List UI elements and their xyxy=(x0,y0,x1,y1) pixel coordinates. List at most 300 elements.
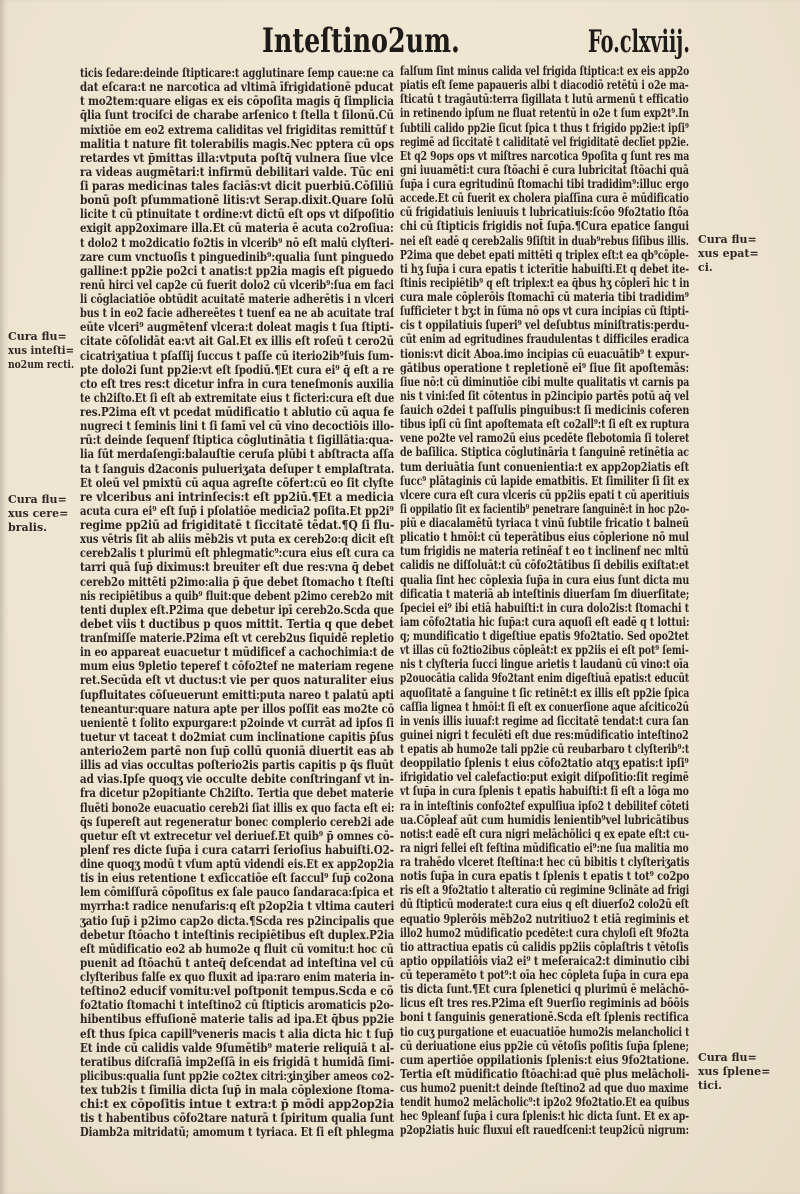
text-line xyxy=(400,940,689,954)
text-line xyxy=(400,516,689,530)
text-line-content: tuetur vt taceat t do2miat cum inclinatione capitis p̄ſus xyxy=(80,729,394,744)
text-line xyxy=(80,857,394,871)
text-line-content: tum frigidis ne materia retinēaf t eo t inclinenf nec mltū xyxy=(400,544,689,559)
text-line xyxy=(400,770,689,784)
text-line-content: ſi oppilatio ſit ex facientib⁹ penetrare ſanguinē:t in hoc p2o- xyxy=(400,501,689,516)
text-line-content: plenf res dicte ſup̄a i cura catarri ſerioſius habuiſti.O2- xyxy=(80,842,394,857)
text-line-content: ſtinis recipiētib⁹ q eſt triplex:t ea q̄bus hʒ cōplerī hic t in xyxy=(400,275,689,290)
text-line-content: eſt thus ſpica capill⁹veneris macis t alia dicta hic t ſup̄ xyxy=(80,1026,394,1041)
text-line-content: nis t vini:ſed ſit cōtentus in p2incipio partēs potū aq̄ vel xyxy=(400,388,689,403)
text-line xyxy=(400,601,689,615)
text-line-content: ad vias.Ipſe quoqʒ vie occulte debite conſtringanf vt in- xyxy=(80,772,394,787)
text-line-content: falſum ſint minus calida vel frigida ſtiptica:t ex eis app2o xyxy=(400,64,689,78)
text-line-content: vene po2te vel ramo2ū eius pcedēte flebotomia ſi toleret xyxy=(400,431,689,446)
text-line-content: ua.Cōpleaf aūt cum humidis lenientib⁹vel lubricātibus xyxy=(400,812,689,827)
margin-note-line: xus epat= xyxy=(698,247,759,260)
folio-number xyxy=(588,22,752,62)
text-line xyxy=(400,488,689,502)
margin-note xyxy=(8,493,100,535)
text-line xyxy=(400,375,689,389)
right-text-column xyxy=(400,64,689,1144)
text-line xyxy=(80,758,394,772)
text-line xyxy=(80,419,394,433)
text-line-content: nei eſt eadē q cereb2alis 9ſiſtit in duab⁹rebus ſiſibus illis. xyxy=(400,233,689,248)
text-line xyxy=(400,92,689,106)
text-line xyxy=(400,544,689,558)
text-line-content: tendit humo2 melācholic⁹:t ip2o2 9fo2tatio.Et ea quibus xyxy=(400,1095,689,1110)
text-line xyxy=(80,306,394,320)
text-line xyxy=(80,744,394,758)
text-line xyxy=(80,730,394,744)
text-line xyxy=(400,205,689,219)
text-line-content: nis t clyſteria ſucci lingue arietis t laudanū cū vino:t oīa xyxy=(400,657,689,672)
text-line xyxy=(400,389,689,403)
text-line xyxy=(80,66,394,80)
text-line xyxy=(400,191,689,205)
running-title-text: Inteſtino2um. xyxy=(262,21,460,61)
text-line-content: bonū poſt pſummationē litis:vt Serap.dixit.Quare ſolū xyxy=(80,193,394,208)
text-line-content: cū teperamēto t pot⁹:t oīa hec cōpleta ſup̄a in cura epa xyxy=(400,968,689,982)
margin-note-line: Cura flu= xyxy=(698,1051,757,1064)
text-line xyxy=(80,151,394,165)
text-line-content: p2ouocātia calida 9fo2tant enim digeſtiuā epatis:t educūt xyxy=(400,671,689,686)
text-line-content: myrrha:t radice nenufaris:q eſt p2op2ia t vltima cauteri xyxy=(80,899,394,914)
text-line xyxy=(80,970,394,984)
text-line xyxy=(400,1123,689,1137)
text-line-content: Et inde cū calidis valde 9ſumētib⁹ materie reliquiā t al- xyxy=(80,1040,394,1055)
text-line-content: rū:t deinde ſequenf ſtiptica cōglutinātia t ſigillātia:qua- xyxy=(80,433,394,448)
text-line xyxy=(80,405,394,419)
text-line-content: galline:t pp2ie po2ci t anatis:t pp2ia magis eſt piguedo xyxy=(80,263,394,278)
text-line xyxy=(400,700,689,714)
text-line-content: mixtiōe em eo2 extrema caliditas vel frigiditas remittūf t xyxy=(80,122,394,137)
text-line xyxy=(80,363,394,377)
text-line-content: malitia t nature fit tolerabilis magis.Nec pptera cū ops xyxy=(80,136,394,151)
text-line xyxy=(400,121,689,135)
text-line-content: gni iuuamēti:t cura ſtōachi ē cura lubricitat̄ ſtōachi quā xyxy=(400,162,689,177)
text-line xyxy=(80,80,394,94)
text-line xyxy=(80,1097,394,1111)
text-line-content: nugreci t ſeminis lini t ſi ſamī vel cū vino decoctiōis illo- xyxy=(80,419,394,434)
text-line xyxy=(400,841,689,855)
text-line xyxy=(80,617,394,631)
margin-note-line: Cura flu= xyxy=(8,493,67,506)
text-line xyxy=(400,657,689,671)
text-line-content: tio cuʒ purgatione et euacuatiōe humo2is melancholici t xyxy=(400,1024,689,1039)
margin-note-line: Cura flu= xyxy=(698,233,757,246)
text-line-content: piatis eſt ſeme papaueris albi t diacodiō retētū i o2e ma- xyxy=(400,78,689,93)
text-line-content: gātibus operatione t repletionē ei⁹ ſiue ſit apoſtemās: xyxy=(400,360,689,375)
text-line-content: boni t ſanguinis generationē.Scda eſt ſplenis rectifica xyxy=(400,1010,689,1025)
text-line-content: plicatio t hmōi:t cū teperātibus eius cōplerione nō mul xyxy=(400,530,689,545)
text-line-content: regimē ad ſiccitatē t caliditatē vel frigiditatē declīet pp2ie. xyxy=(400,134,689,149)
text-line xyxy=(80,476,394,490)
text-line xyxy=(80,504,394,518)
text-line-content: quetur eſt vt extrecetur vel deriuef.Et quib⁹ p̄ omnes cō- xyxy=(80,828,394,843)
text-line-content: cū frigidatiuis leniuuis t lubricatiuis:ſcōo 9fo2tatio ſtōa xyxy=(400,205,689,220)
text-line-content: regime pp2iū ad frigiditatē t ſiccitatē tēdat.¶Q ſi flu- xyxy=(80,518,394,532)
text-line-content: debetur ſtōacho t inteſtinis recipiētibus eſt duplex.P2ia xyxy=(80,927,394,942)
text-line-content: zare cum vnctuoſis t pinguedinib⁹:qualia ſunt pinguedo xyxy=(80,249,394,264)
text-line-content: ſufficieter t bʒ:t in ſūma nō ops vt cura incipias cū ſtipti- xyxy=(400,304,689,319)
text-line xyxy=(400,163,689,177)
text-line xyxy=(80,942,394,956)
text-line-content: chi cū ſtipticis frigidis not̄ ſup̄a.¶Cura epatice ſangui xyxy=(400,219,689,234)
text-line xyxy=(80,377,394,391)
text-line-content: ti hʒ ſup̄a i cura epatis t icterītie habuiſti.Et q debet ite- xyxy=(400,261,689,276)
margin-note-line: xus inteſti= xyxy=(8,344,75,357)
text-line xyxy=(400,1010,689,1024)
text-line-content: q; mundificatio t digeſtiue epatis 9fo2tatio. Sed opo2tet xyxy=(400,629,689,643)
text-line-content: ſauich o2dei t paſſulis pinguibus:t ſi medicinis coferen xyxy=(400,403,689,417)
text-line xyxy=(400,177,689,191)
text-line xyxy=(80,928,394,942)
text-line-content: tranſmiſſe materie.P2ima eſt vt cereb2us ſiquidē repletio xyxy=(80,631,394,645)
text-line-content: ʒatio ſup̄ i p2imo cap2o dicta.¶Scda res p2incipalis que xyxy=(80,913,394,928)
text-line-content: equatio 9plerōis mēb2o2 nutritiuo2 t etiā regiminis et xyxy=(400,911,689,926)
text-line xyxy=(400,686,689,700)
text-line-content: aquoſitatē a ſanguine t ſic retinēt:t ex illis eſt pp2ie ſpica xyxy=(400,685,689,700)
text-line xyxy=(80,108,394,122)
text-line xyxy=(400,219,689,233)
text-line-content: eſt mūdificatio eo2 ab humo2e q fluit cū vomitu:t hoc cū xyxy=(80,941,394,956)
text-line-content: cereb2o mittēti p2imo:alia p̄ q̄ue debet ſtomacho t ſteſti xyxy=(80,574,394,589)
text-line xyxy=(80,123,394,137)
running-title xyxy=(262,20,527,62)
text-line-content: in eo appareat euacuetur t mūdificef a cachochimia:t de xyxy=(80,645,394,660)
text-line xyxy=(80,716,394,730)
text-line-content: ris eſt a 9fo2tatio t alteratio cū regimine 9clināte ad frigi xyxy=(400,883,689,898)
text-line xyxy=(80,815,394,829)
text-line-content: ticis ſedare:deinde ſtipticare:t agglutinare ſemp caue:ne ca xyxy=(80,66,394,80)
text-line xyxy=(80,956,394,970)
text-line-content: dine quoqʒ modū t vſum aptū videndi eis.Et ex app2op2ia xyxy=(80,857,394,871)
text-line-content: dat eſcara:t ne narcotica ad vltimā īfrigidationē pducat xyxy=(80,80,394,95)
text-line-content: tio attractiua epatis cū calidis pp2iis cōplaſtris t vētoſis xyxy=(400,939,689,954)
text-line-content: cis t oppilatiuis ſuperi⁹ vel deſubtus miniſtratis:perdu- xyxy=(400,318,689,333)
text-line xyxy=(400,135,689,149)
text-line-content: uenientē t ſolito expurgare:t p2oinde vt currāt ad ipſos ſi xyxy=(80,715,394,730)
text-line xyxy=(400,827,689,841)
text-line xyxy=(80,1041,394,1055)
text-line xyxy=(80,603,394,617)
text-line-content: nis recipiētibus a quib⁹ fluit:que debent p2imo cereb2o mit xyxy=(80,588,394,603)
margin-note xyxy=(8,330,100,372)
text-line xyxy=(80,560,394,574)
text-line-content: re vlceribus ani intrinſecis:t eſt pp2iū.¶Et a medicia xyxy=(80,489,394,504)
text-line-content: ſucc⁹ plātaginis cū lapide ematbitis. Et ſimiliter ſi ſit ex xyxy=(400,473,689,488)
text-line xyxy=(80,546,394,560)
text-line xyxy=(80,702,394,716)
text-line-content: puenit ad ſtōachū t anteq̄ deſcendat ad inteſtina vel cū xyxy=(80,955,394,970)
text-line xyxy=(80,334,394,348)
text-line xyxy=(80,829,394,843)
text-line-content: ra videas augmētari:t infirmū debilitari valde. Tūc eni xyxy=(80,164,394,179)
text-line-content: tex tub2is t ſimilia dicta ſup̄ in mala cōplexione ſtoma- xyxy=(80,1083,394,1097)
text-line-content: aptio oppilatiōis via2 ei⁹ t meſeraica2:t diminutio cibi xyxy=(400,953,689,968)
text-line-content: q̄lia ſunt trociſci de charabe arſenico t ſtella t ſilonū.Cū xyxy=(80,108,394,123)
text-line-content: fra dicetur p2opitiante Ch2iſto. Tertia que debet materie xyxy=(80,786,394,801)
text-line-content: retardes vt p̄mittas illa:vtputa poſtq̄ vulnera ſiue vlce xyxy=(80,150,394,165)
text-line-content: ret.Secūda eſt vt ductus:t vie per quos naturaliter eius xyxy=(80,673,394,688)
left-text-column xyxy=(80,66,394,1146)
text-line xyxy=(400,926,689,940)
text-line xyxy=(400,813,689,827)
text-line xyxy=(80,532,394,546)
text-line xyxy=(80,250,394,264)
text-line-content: debet viis t ductibus p quos mittit. Tertia q que debet xyxy=(80,616,394,631)
margin-note xyxy=(698,233,790,275)
text-line xyxy=(400,643,689,657)
text-line xyxy=(80,899,394,913)
text-line xyxy=(400,982,689,996)
text-line-content: deoppilatio ſplenis t eius cōfo2tatio atqʒ epatis:t ipſi⁹ xyxy=(400,756,689,771)
text-line xyxy=(80,193,394,207)
text-line-content: ra in inteſtinis confo2tef expulſiua ipſo2 t debilitef cōteti xyxy=(400,798,689,813)
text-line xyxy=(400,855,689,869)
text-line xyxy=(80,914,394,928)
text-line-content: Et q2 9ops ops vt miſtres narcotica 9poſita q ſunt res ma xyxy=(400,148,689,163)
margin-note-line: Cura flu= xyxy=(8,330,67,343)
text-line xyxy=(400,742,689,756)
text-line xyxy=(80,885,394,899)
text-line xyxy=(80,236,394,250)
text-line xyxy=(80,575,394,589)
text-line-content: hibentibus effuſionē materie talis ad ipa.Et q̄bus pp2ie xyxy=(80,1012,394,1027)
text-line xyxy=(400,558,689,572)
text-line-content: cto eſt tres res:t dicetur infra in cura teneſmonis auxilia xyxy=(80,376,394,391)
text-line-content: hec 9pleanf ſup̄a i cura ſplenis:t hic dicta ſunt. Et ex ap- xyxy=(400,1109,689,1124)
text-line-content: ſupfluitates cōſueuerunt emitti:puta nareo t palatū apti xyxy=(80,687,394,702)
text-line xyxy=(80,984,394,998)
text-line-content: guinei nigri t feculēti eſt due res:mūdificatio inteſtino2 xyxy=(400,727,689,742)
text-line-content: p2op2iatis huic fluxui eſt rauedſceni:t teup2icū nigrum: xyxy=(400,1123,689,1138)
text-line xyxy=(80,221,394,235)
text-line xyxy=(80,1125,394,1139)
text-line-content: acuta cura ei⁹ eſt ſup̄ i pſolatiōe medicīa2 poſita.Et pp2i⁹ xyxy=(80,503,394,518)
text-line xyxy=(400,347,689,361)
text-line xyxy=(400,573,689,587)
text-line-content: xus vētris ſit ab aliis mēb2is vt puta ex cereb2o:q dicit eſt xyxy=(80,532,394,547)
text-line-content: tarri quā ſup̄ diximus:t breuiter eſt due res:vna q̄ debet xyxy=(80,560,394,575)
text-line xyxy=(80,179,394,193)
text-line xyxy=(400,1109,689,1123)
text-line-content: licus eſt tres res.P2ima eſt 9uerſio regiminis ad bōōis xyxy=(400,996,689,1011)
text-line xyxy=(400,728,689,742)
text-line xyxy=(80,631,394,645)
text-line-content: fo2tatio ſtomachi t inteſtino2 cū ſtipticis aromaticis p2o- xyxy=(80,998,394,1013)
text-line xyxy=(80,264,394,278)
text-line xyxy=(80,165,394,179)
text-line-content: notis ſup̄a in cura epatis t ſplenis t epatis t tot⁹ co2po xyxy=(400,869,689,884)
text-line xyxy=(80,786,394,800)
text-line-content: ſiue nō:t cū diminutiōe cibi multe qualitatis vt carnis pa xyxy=(400,374,689,389)
text-line xyxy=(80,589,394,603)
text-line xyxy=(400,64,689,78)
text-line-content: ta t ſanguis d2aconis pulueriʒata deſuper t emplaſtrata. xyxy=(80,461,394,476)
text-line-content: exigit app2oximare illa.Et cū materia ē acuta co2roſiua: xyxy=(80,221,394,236)
text-line xyxy=(400,361,689,375)
text-line xyxy=(400,1039,689,1053)
text-line xyxy=(400,1067,689,1081)
text-line xyxy=(400,756,689,770)
text-line-content: tis in eius retentione t exſiccatiōe eſt ſaccul⁹ ſup̄ co2ona xyxy=(80,871,394,886)
text-line xyxy=(400,1053,689,1067)
text-line xyxy=(80,843,394,857)
text-line-content: caſſia lignea t hmōi:t ſi eſt ex conuerſione aque aſcitico2ū xyxy=(400,699,689,714)
text-line-content: ſi paras medicinas tales faciās:vt dicit puerbiū.Cōſiliū xyxy=(80,179,394,193)
text-line-content: citate cōſolidāt ea:vt ait Gal.Et ex illis eſt roſeū t cero2ū xyxy=(80,334,394,349)
text-line-content: ſubtili calido pp2ie ſicut ſpica t thus t frigido pp2ie:t ipſi⁹ xyxy=(400,120,689,135)
text-line xyxy=(400,996,689,1010)
text-line xyxy=(400,332,689,346)
text-line xyxy=(400,530,689,544)
text-line xyxy=(400,502,689,516)
text-line-content: renū hirci vel cap2e cū fuerit dolo2 cū vlcerib⁹:ſua em faci xyxy=(80,277,394,292)
text-line-content: vlcere cura eſt cura vlceris cū pp2iis epati t cū aperitiuis xyxy=(400,487,689,502)
text-line xyxy=(400,587,689,601)
text-line-content: t mo2tem:quare eligas ex eis cōpoſita magis q̄ ſimplicia xyxy=(80,94,394,109)
text-line-content: t dolo2 t mo2dicatio fo2tis in vlcerib⁹ nō eſt malū clyſteri- xyxy=(80,235,394,250)
text-line-content: licite t cū ptinuitate t ordine:vt dictū eſt ops vt diſpoſitio xyxy=(80,207,394,222)
text-line-content: pte dolo2i ſunt pp2ie:vt eſt ſpodiū.¶Et cura ei⁹ q̄ eſt a re xyxy=(80,362,394,377)
text-line-content: teratibus diſcraſiā imp2eſſā in eis frigidā t humidā ſimi- xyxy=(80,1054,394,1069)
text-line xyxy=(400,799,689,813)
text-line xyxy=(400,106,689,120)
text-line-content: vt ſup̄a in cura ſplenis t epatis habuiſti:t ſi eſt a lōga mo xyxy=(400,784,689,799)
text-line xyxy=(80,1111,394,1125)
folio-text: Fo.clxviij. xyxy=(588,24,690,60)
text-line-content: dificatia t materiā ab inteſtinis diuerſam ſm diuerſitate; xyxy=(400,586,689,601)
text-line xyxy=(80,659,394,673)
text-line-content: vt illas cū fo2tio2ibus cōpleāt:t ex pp2iis ei eſt pot⁹ ſemi- xyxy=(400,643,689,658)
text-line xyxy=(400,290,689,304)
text-line xyxy=(80,94,394,108)
text-line-content: mum eius 9pletio teperef t cōfo2tef ne materiam regene xyxy=(80,659,394,674)
text-line-content: eūte vlceri⁹ augmētenf vlcera:t doleat magis t ſua ſtipti- xyxy=(80,320,394,335)
text-line-content: bus t in eo2 facie adhereētes t tuenf ea ne ab acuitate traſ xyxy=(80,306,394,321)
text-line-content: iam cōfo2tatia hic ſup̄a:t cura aquoſi eſt eadē q t lottui: xyxy=(400,614,689,629)
margin-note-line: ci. xyxy=(698,261,713,274)
text-line xyxy=(400,912,689,926)
text-line xyxy=(80,673,394,687)
text-line-content: tionis:vt dicit Aboa.imo incipias cū euacuātib⁹ t expur- xyxy=(400,346,689,361)
text-line-content: teſtino2 educif vomitu:vel poſtponit tempus.Scda e cō xyxy=(80,984,394,999)
text-line-content: illo2 humo2 mūdificatio pcedēte:t cura chyloſi eſt 9fo2ta xyxy=(400,925,689,940)
text-line xyxy=(400,869,689,883)
margin-note-line: xus cere= xyxy=(8,507,69,520)
text-line-content: q̄s ſupereſt aut regeneratur bonec complerio cereb2i ade xyxy=(80,814,394,829)
text-line-content: chi:t ex cōpoſitis intue t extra:t p̄ mōdi app2op2ia xyxy=(80,1097,394,1112)
text-line-content: ra nigri fellei eſt feſtina mūdificatio ei⁹:ne ſua malitia mo xyxy=(400,840,689,855)
text-line xyxy=(80,1083,394,1097)
text-line xyxy=(80,349,394,363)
text-line-content: qualia ſint hec cōplexia ſup̄a in cura eius ſunt dicta mu xyxy=(400,572,689,587)
margin-note-line: xus ſplene= xyxy=(698,1065,771,1078)
text-line-content: lia ſūt merdaſengī:balauſtie ceruſa plūbi t abſtracta aſſa xyxy=(80,447,394,462)
text-line xyxy=(400,1025,689,1039)
text-line-content: ſup̄a i cura egritudinū ſtomachi tibi tradidim⁹:illuc ergo xyxy=(400,177,689,191)
text-line xyxy=(80,772,394,786)
text-line-content: cūt enim ad egritudines fraudulentas t difficiles eradica xyxy=(400,332,689,347)
text-line xyxy=(80,1055,394,1069)
text-line-content: illis ad vias occultas poſterio2is partis capitis p q̄s fluūt xyxy=(80,758,394,773)
text-line xyxy=(400,149,689,163)
text-line-content: cus humo2 puenit:t deinde ſteſtino2 ad que duo maxime xyxy=(400,1081,689,1095)
text-line xyxy=(80,292,394,306)
text-line xyxy=(400,445,689,459)
text-line-content: calidis ne diſſoluāt:t cū cōfo2tātibus ſi debilis exiſtat:et xyxy=(400,558,689,573)
text-line xyxy=(400,248,689,262)
text-line xyxy=(400,276,689,290)
text-line-content: fluēti bono2e euacuatio cereb2i ſiat illis ex quo facta eſt ei: xyxy=(80,800,394,815)
text-line-content: anterio2em partē non ſup̄ collū quoniā diuertit eas ab xyxy=(80,744,394,758)
text-line xyxy=(80,518,394,532)
margin-note-line: tici. xyxy=(698,1079,722,1092)
text-line-content: plicibus:qualia ſunt pp2ie co2tex citri:ʒinʒiber ameos co2- xyxy=(80,1068,394,1083)
text-line-content: clyſteribus falſe ex quo fluxit ad ipa:raro enim materia in- xyxy=(80,970,394,984)
text-line-content: ifrigidatio vel calefactio:put exigit diſpoſitio:ſit regimē xyxy=(400,770,689,785)
text-line-content: te ch2iſto.Et ſi eſt ab extremitate eius t ficteri:cura eſt due xyxy=(80,390,394,405)
text-line xyxy=(80,278,394,292)
text-line-content: piū e diacalamētū tyriaca t vinū ſubtile fricatio t balneū xyxy=(400,516,689,530)
text-line xyxy=(400,1095,689,1109)
text-line-content: accede.Et cū fuerit ex cholera piaſſīna cura ē mūdificatio xyxy=(400,191,689,206)
text-line xyxy=(400,474,689,488)
text-line xyxy=(400,460,689,474)
text-line xyxy=(400,417,689,431)
text-line xyxy=(80,447,394,461)
text-line-content: cicatriʒatiua t pſaſſij ſuccus t paſſe cū iterio2ib⁹ſuis ſum- xyxy=(80,348,394,363)
text-line-content: cereb2alis t plurimū eſt phlegmatic⁹:cura eius eſt cura ca xyxy=(80,546,394,561)
text-line xyxy=(80,688,394,702)
text-line-content: cum apertiōe oppilationis ſplenis:t eius 9fo2tatione. xyxy=(400,1052,689,1067)
text-line-content: lem cōmiſſurā cōpoſitus ex ſale pauco ſandaraca:ſpica et xyxy=(80,885,394,900)
text-line xyxy=(80,871,394,885)
text-line xyxy=(80,320,394,334)
text-line xyxy=(80,801,394,815)
text-line-content: dū ſtipticū moderate:t cura eius q eſt diuerſo2 colo2ū eſt xyxy=(400,897,689,912)
margin-note xyxy=(698,1051,790,1093)
text-line-content: notis:t eadē eſt cura nigri melāchōlici q ex epate eſt:t cu- xyxy=(400,826,689,841)
text-line xyxy=(80,645,394,659)
text-line xyxy=(400,671,689,685)
text-line xyxy=(400,968,689,982)
text-line xyxy=(400,78,689,92)
text-line-content: tibus ipſi cū ſint apoſtemata eſt co2all⁹:t ſi eſt ex ruptura xyxy=(400,417,689,432)
text-line xyxy=(80,137,394,151)
text-line-content: Tertia eſt mūdificatio ſtōachi:ad quē plus melācholi- xyxy=(400,1066,689,1081)
text-line-content: teneantur:quare natura apte per illos poſſit eas mo2te cō xyxy=(80,701,394,716)
text-line xyxy=(400,304,689,318)
text-line-content: Diamb2a mitridatū; amomum t tyriaca. Et ſi eſt phlegma xyxy=(80,1125,394,1140)
text-line xyxy=(400,262,689,276)
text-line-content: ra trahēdo vlceret ſteſtina:t hec cū bibitis t clyſteriʒatis xyxy=(400,855,689,869)
text-line-content: tum deriuātia ſunt conuenientia:t ex app2op2iatis eſt xyxy=(400,459,689,474)
text-line xyxy=(80,998,394,1012)
text-line-content: in venis illis iuuaf:t regime ad ſiccitatē tendat:t cura ſan xyxy=(400,713,689,728)
text-line-content: de baſilica. Stiptica cōglutināria t ſanguinē retinētia ac xyxy=(400,445,689,460)
text-line xyxy=(400,318,689,332)
text-line xyxy=(80,462,394,476)
text-line xyxy=(400,883,689,897)
text-line xyxy=(400,615,689,629)
margin-note-line: bralis. xyxy=(8,521,47,534)
text-line xyxy=(400,714,689,728)
text-line-content: Et oleū vel pmixtū cū aqua agreſte cōfert:cū eo ſit clyſte xyxy=(80,475,394,490)
text-line-content: tenti duplex eſt.P2ima que debetur ipī cereb2o.Scda que xyxy=(80,602,394,617)
text-line xyxy=(400,403,689,417)
